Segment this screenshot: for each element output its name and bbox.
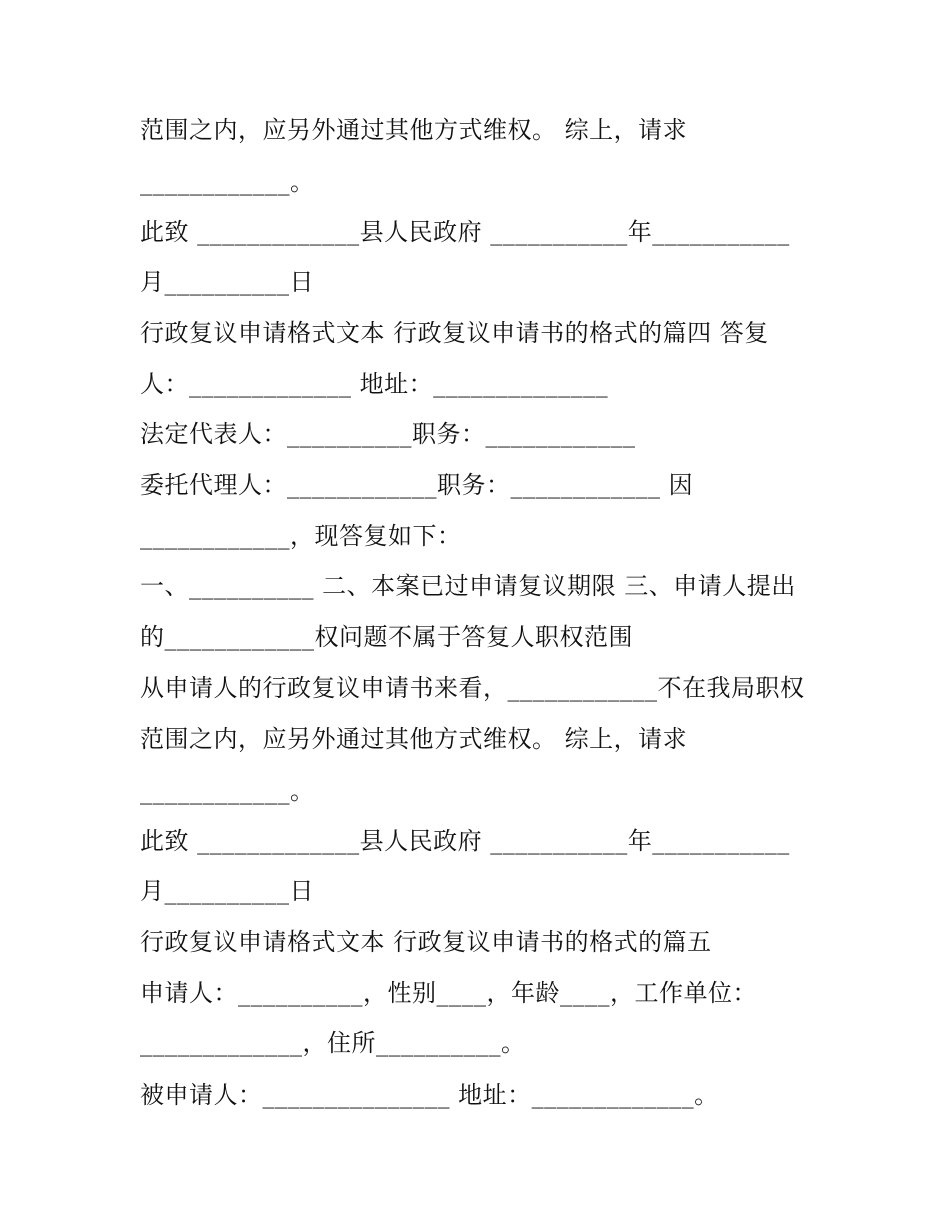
text-line: ____________，现答复如下： bbox=[140, 522, 462, 550]
text-line: 范围之内，应另外通过其他方式维权。 综上，请求 bbox=[140, 725, 688, 753]
text-line: _____________，住所__________。 bbox=[140, 1029, 526, 1057]
text-line: 行政复议申请格式文本 行政复议申请书的格式的篇四 答复 bbox=[140, 319, 769, 347]
text-line: 月__________日 bbox=[140, 877, 314, 905]
text-line: 的____________权问题不属于答复人职权范围 bbox=[140, 623, 633, 651]
text-line: 一、__________ 二、本案已过申请复议期限 三、申请人提出 bbox=[140, 572, 796, 600]
text-line: 申请人：__________，性别____，年龄____，工作单位： bbox=[140, 979, 757, 1007]
text-line: 月__________日 bbox=[140, 268, 314, 296]
text-line: 委托代理人：____________职务：____________ 因 bbox=[140, 471, 694, 499]
text-line: 行政复议申请格式文本 行政复议申请书的格式的篇五 bbox=[140, 928, 712, 956]
text-line: 人：_____________ 地址：______________ bbox=[140, 370, 609, 398]
text-line: 从申请人的行政复议申请书来看，____________不在我局职权 bbox=[140, 674, 805, 702]
text-line: 被申请人：_______________ 地址：_____________。 bbox=[140, 1081, 719, 1109]
text-line: 此致 _____________县人民政府 ___________年___________ bbox=[140, 827, 790, 855]
text-line: 法定代表人：__________职务：____________ bbox=[140, 420, 636, 448]
text-line: ____________。 bbox=[140, 777, 315, 805]
text-line: ____________。 bbox=[140, 168, 315, 196]
text-line: 范围之内，应另外通过其他方式维权。 综上，请求 bbox=[140, 116, 688, 144]
text-line: 此致 _____________县人民政府 ___________年___________ bbox=[140, 218, 790, 246]
